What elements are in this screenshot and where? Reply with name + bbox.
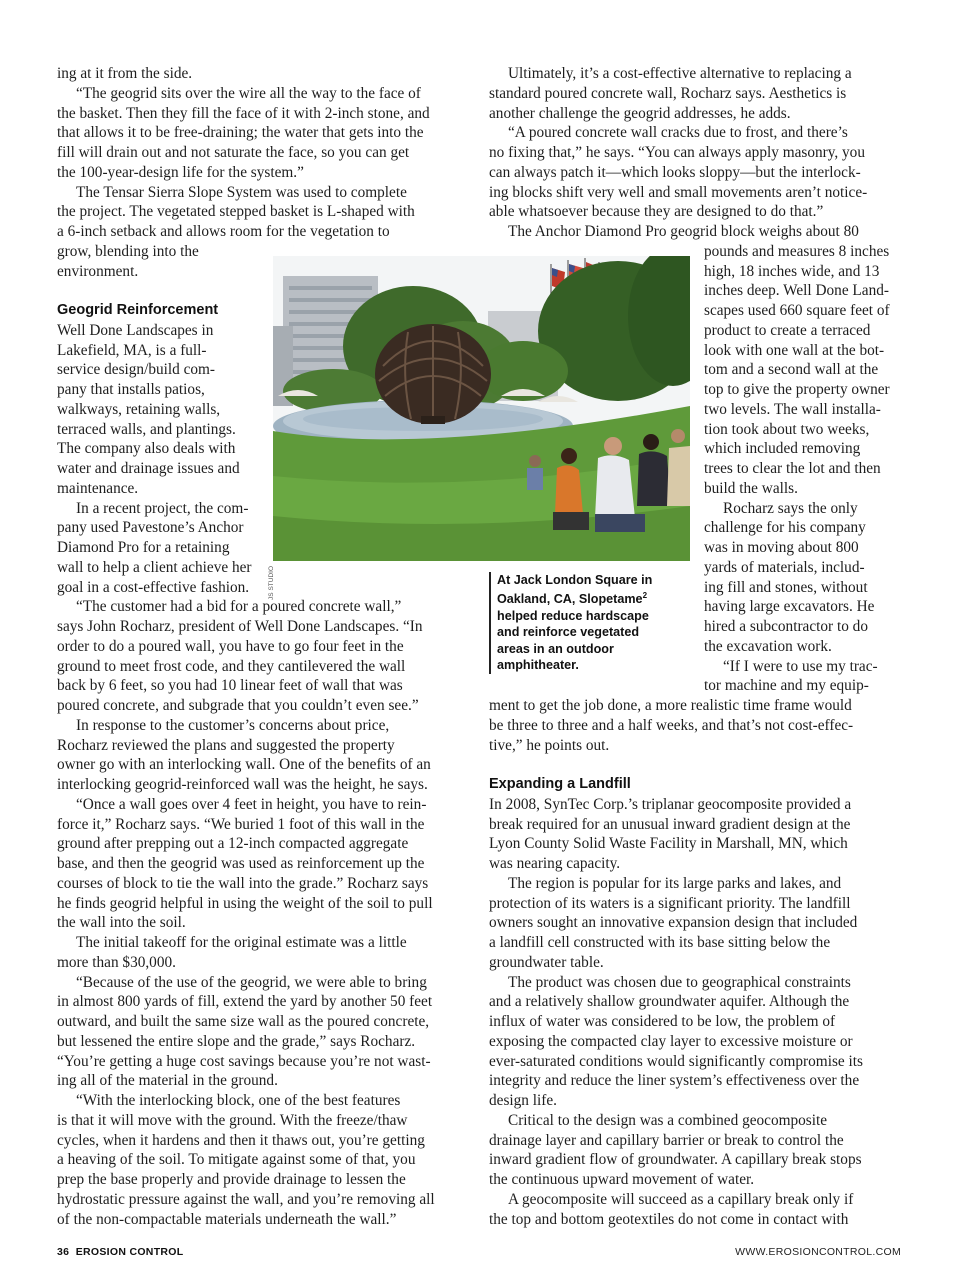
text-line: design life. <box>489 1092 557 1109</box>
page-number: 36 <box>57 1246 70 1258</box>
text-line: ground to meet frost code, and they cantilevered the wall <box>57 657 406 675</box>
text-line: “Because of the use of the geogrid, we were able to bring <box>76 973 427 991</box>
text-line: The Anchor Diamond Pro geogrid block weighs about 80 <box>508 223 859 240</box>
text-line: water and drainage issues and <box>57 460 240 477</box>
text-line: influx of water was considered to be low, the problem of <box>489 1013 836 1030</box>
paragraph <box>489 1111 901 1190</box>
text-line: owner go with an interlocking wall. One of the benefits of an <box>57 756 431 774</box>
text-line: ing at it from the side. <box>57 65 193 82</box>
photo-illustration <box>273 256 690 561</box>
text-line: able whatsoever because they are designed to do that.” <box>489 203 824 221</box>
text-line: build the walls. <box>704 479 798 497</box>
text-line: The company also deals with <box>57 440 236 458</box>
text-line: drainage layer and capillary barrier or break to control the <box>489 1131 844 1149</box>
text-line: tive,” he points out. <box>489 736 610 754</box>
text-line: The region is popular for its large parks and lakes, and <box>508 874 842 892</box>
text-line: In a recent project, the com- <box>76 499 249 517</box>
text-line: but lessened the entire slope and the grade,” says Rocharz. <box>57 1032 416 1050</box>
text-line: Diamond Pro for a retaining <box>57 539 230 556</box>
text-line: ground after prepping out a 12-inch compacted aggregate <box>57 835 409 853</box>
text-line: the project. The vegetated stepped basket is L-shaped with <box>57 203 415 221</box>
text-line: hydrostatic pressure against the wall, and you’re removing all <box>57 1190 435 1208</box>
caption-line: areas in an outdoor <box>497 641 614 656</box>
text-line: a landfill cell constructed with its base sitting below the <box>489 934 831 951</box>
text-line: “The customer had a bid for a poured concrete wall,” <box>76 598 402 616</box>
text-line: which included removing <box>704 440 861 458</box>
text-line: back by 6 feet, so you had 10 linear feet of wall that was <box>57 677 403 695</box>
paragraph <box>57 973 467 1092</box>
text-line: owners sought an innovative expansion design that included <box>489 914 858 932</box>
caption-line: Oakland, CA, Slopetame$^2$ <box>497 591 648 607</box>
paragraph <box>489 123 901 222</box>
text-line: The Tensar Sierra Slope System was used to complete <box>76 183 407 201</box>
paragraph <box>57 795 467 933</box>
text-line: product to create a terraced <box>704 321 871 339</box>
text-line: poured concrete, and subgrade that you couldn’t even see.” <box>57 697 419 714</box>
paragraph <box>57 1091 467 1229</box>
paragraph <box>704 499 901 657</box>
text-line: the wall into the soil. <box>57 914 186 932</box>
text-line: top to give the property owner <box>704 381 890 398</box>
caption-line: amphitheater. <box>497 658 579 673</box>
paragraph <box>57 597 467 716</box>
footer-left <box>57 1246 183 1258</box>
text-line: ing fill and stones, without <box>704 578 868 596</box>
paragraph <box>57 933 467 973</box>
text-line: base, and then the geogrid was used as reinforcement up the <box>57 855 425 872</box>
text-line: he finds geogrid helpful in using the weight of the soil to pull <box>57 894 433 912</box>
amphitheater-photo <box>273 256 690 561</box>
text-line: can always patch it—which looks sloppy—but the interlock- <box>489 163 861 181</box>
text-line: service design/build com- <box>57 361 216 379</box>
text-line: was in moving about 800 <box>704 539 859 556</box>
text-line: having large excavators. He <box>704 598 875 616</box>
text-line: terraced walls, and plantings. <box>57 420 236 438</box>
text-line: in almost 800 yards of fill, extend the yard by another 50 feet <box>57 993 433 1011</box>
text-line: courses of block to tie the wall into the grade.” Rocharz says <box>57 874 429 892</box>
text-line: tom and a second wall at the <box>704 361 879 379</box>
text-line: two levels. The wall installa- <box>704 400 881 418</box>
paragraph <box>704 657 901 697</box>
text-line: integrity and reduce the liner system’s effectiveness over the <box>489 1072 860 1090</box>
caption-line: At Jack London Square in <box>497 573 653 587</box>
superscript: 2 <box>642 591 648 601</box>
text-line: “If I were to use my trac- <box>723 657 878 675</box>
text-line: the 100-year-design life for the system.” <box>57 163 304 181</box>
text-line: a 6-inch setback and allows room for the vegetation to <box>57 223 390 240</box>
text-line: interlocking geogrid-reinforced wall was the height, he says. <box>57 776 428 793</box>
text-line: prep the base properly and provide drainage to lessen the <box>57 1171 406 1188</box>
text-line: protection of its waters is a significant priority. The landfill <box>489 894 851 912</box>
paragraph <box>704 242 901 499</box>
text-line: that allows it to be free-draining; the water that gets into the <box>57 124 424 142</box>
text-line: “You’re getting a huge cost savings because you’re not wast- <box>57 1052 431 1070</box>
text-line: was nearing capacity. <box>489 855 621 872</box>
text-line: Ultimately, it’s a cost-effective alternative to replacing a <box>508 65 852 82</box>
paragraph <box>489 973 901 1111</box>
text-line: “The geogrid sits over the wire all the way to the face of <box>76 84 421 102</box>
text-line: is that it will move with the ground. With the freeze/thaw <box>57 1111 408 1129</box>
photo-wrap-region <box>704 242 901 696</box>
paragraph <box>57 64 467 84</box>
text-line: break required for an unusual inward gradient design at the <box>489 815 851 833</box>
text-line: “With the interlocking block, one of the best features <box>76 1092 401 1109</box>
text-line: the basket. Then they fill the face of it with 2-inch stone, and <box>57 104 430 122</box>
text-line: force it,” Rocharz says. “We buried 1 foot of this wall in the <box>57 815 425 833</box>
text-line: In 2008, SynTec Corp.’s triplanar geocomposite provided a <box>489 795 852 813</box>
text-line: tion took about two weeks, <box>704 420 870 438</box>
text-line: pany used Pavestone’s Anchor <box>57 519 244 537</box>
footer-url: WWW.EROSIONCONTROL.COM <box>735 1246 901 1258</box>
text-line: look with one wall at the bot- <box>704 341 885 359</box>
text-line: groundwater table. <box>489 953 604 971</box>
text-line: yards of materials, includ- <box>704 558 865 576</box>
text-line: and a relatively shallow groundwater aquifer. Although the <box>489 993 850 1011</box>
text-line: fill will drain out and not saturate the face, so you can get <box>57 144 410 161</box>
text-line: outward, and built the same size wall as the poured concrete, <box>57 1013 430 1030</box>
section-heading-geogrid-reinforcement: Geogrid Reinforcement <box>57 302 219 318</box>
text-line: the top and bottom geotextiles do not come in contact with <box>489 1210 849 1228</box>
text-line: of the non-compactable materials underneath the wall.” <box>57 1210 397 1228</box>
text-line: hired a subcontractor to do <box>704 618 868 635</box>
paragraph <box>489 64 901 123</box>
text-line: another challenge the geogrid addresses, he adds. <box>489 104 791 122</box>
paragraph <box>489 874 901 973</box>
text-line: Rocharz says the only <box>723 499 858 517</box>
text-line: challenge for his company <box>704 519 866 537</box>
text-line: exposing the compacted clay layer to excessive moisture or <box>489 1032 853 1050</box>
text-line: In response to the customer’s concerns about price, <box>76 716 390 734</box>
text-line: cycles, when it hardens and then it thaws out, you’re getting <box>57 1131 425 1149</box>
text-line: a heaving of the soil. To mitigate against some of that, you <box>57 1151 416 1169</box>
text-line: tor machine and my equip- <box>704 677 869 695</box>
text-line: Rocharz reviewed the plans and suggested the property <box>57 736 395 754</box>
text-line: A geocomposite will succeed as a capillary break only if <box>508 1190 854 1208</box>
text-line: Lakefield, MA, is a full- <box>57 341 207 359</box>
caption-line: and reinforce vegetated <box>497 625 640 640</box>
text-line: pounds and measures 8 inches <box>704 242 890 260</box>
paragraph <box>57 716 467 795</box>
text-line: walkways, retaining walls, <box>57 400 221 418</box>
text-line: Critical to the design was a combined geocomposite <box>508 1111 828 1129</box>
text-line: high, 18 inches wide, and 13 <box>704 262 880 280</box>
photo-credit: JS STUDIO <box>268 566 275 600</box>
photo-caption <box>489 572 693 674</box>
text-line: inward gradient flow of groundwater. A capillary break stops <box>489 1151 862 1169</box>
text-line: order to do a poured wall, you have to go four feet in the <box>57 637 404 655</box>
text-line: The initial takeoff for the original estimate was a little <box>76 934 407 951</box>
text-line: ment to get the job done, a more realistic time frame would <box>489 697 852 714</box>
text-line: scapes used 660 square feet of <box>704 302 890 319</box>
text-line: Well Done Landscapes in <box>57 321 214 339</box>
text-line: trees to clear the lot and then <box>704 460 881 477</box>
paragraph <box>489 795 901 874</box>
text-line: maintenance. <box>57 479 139 497</box>
text-line: the excavation work. <box>704 637 832 655</box>
text-line: environment. <box>57 262 139 280</box>
section-heading-expanding-landfill: Expanding a Landfill <box>489 776 631 792</box>
text-line: goal in a cost-effective fashion. <box>57 578 250 596</box>
text-line: says John Rocharz, president of Well Done Landscapes. “In <box>57 618 423 635</box>
caption-line: helped reduce hardscape <box>497 609 649 623</box>
text-line: ing blocks shift very well and small movements aren’t notice- <box>489 183 868 201</box>
text-line: more than $30,000. <box>57 953 176 971</box>
text-line: ing all of the material in the ground. <box>57 1072 278 1090</box>
text-line: The product was chosen due to geographical constraints <box>508 973 851 991</box>
text-line: grow, blending into the <box>57 242 199 260</box>
left-column <box>57 64 467 1229</box>
text-line: pany that installs patios, <box>57 381 205 398</box>
text-line: “Once a wall goes over 4 feet in height, you have to rein- <box>76 795 427 813</box>
paragraph <box>489 1190 901 1230</box>
magazine-name: EROSION CONTROL <box>75 1246 184 1258</box>
paragraph <box>489 222 901 242</box>
paragraph <box>489 696 901 755</box>
text-line: inches deep. Well Done Land- <box>704 282 889 300</box>
text-line: ever-saturated conditions would significantly compromise its <box>489 1052 863 1070</box>
text-line: Lyon County Solid Waste Facility in Marshall, MN, which <box>489 835 848 853</box>
text-line: wall to help a client achieve her <box>57 558 252 576</box>
text-line: “A poured concrete wall cracks due to frost, and there’s <box>508 124 848 142</box>
text-line: no fixing that,” he says. “You can always apply masonry, you <box>489 144 865 161</box>
paragraph <box>57 84 467 183</box>
text-line: standard poured concrete wall, Rocharz says. Aesthetics is <box>489 84 847 102</box>
text-line: the continuous upward movement of water. <box>489 1171 755 1188</box>
text-line: be three to three and a half weeks, and that’s not cost-effec- <box>489 716 854 734</box>
